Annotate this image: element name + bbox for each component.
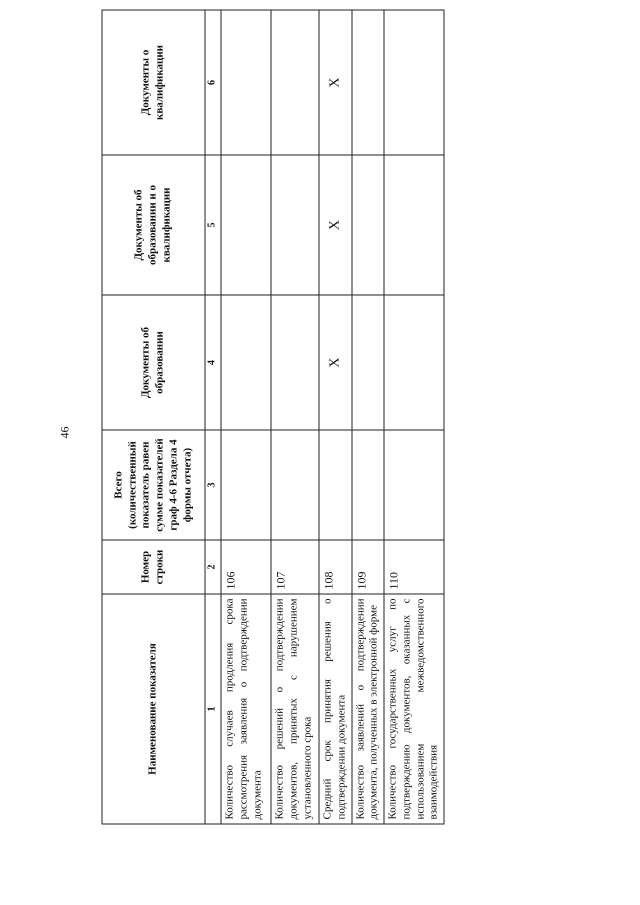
statistics-table-rotated [102,11,440,825]
cell-education: X [319,295,352,430]
cell-total [221,430,271,540]
statistics-table [102,10,445,825]
column-number: 6 [205,10,221,155]
header-indicator-name: Наименование показателя [102,594,205,824]
column-number-row [205,10,221,824]
cell-education [271,295,319,430]
header-row [102,10,205,824]
row-code: 107 [271,540,319,594]
cell-qualification [271,10,319,155]
cell-qualification [352,10,385,155]
cell-qualification: X [319,10,352,155]
column-number: 3 [205,430,221,540]
table-row [221,10,271,824]
cell-qualification [221,10,271,155]
indicator-name: Количество решений о подтверждении документов, принятых с нарушением установленного срока [271,594,319,824]
table-row [384,10,444,824]
cell-total [384,430,444,540]
column-number: 5 [205,155,221,295]
cell-education-qualification [271,155,319,295]
cell-education [221,295,271,430]
cell-education-qualification [221,155,271,295]
table-row [319,10,352,824]
row-code: 106 [221,540,271,594]
cell-education [384,295,444,430]
cell-education-qualification [352,155,385,295]
column-number: 4 [205,295,221,430]
indicator-name: Количество государственных услуг по подтверждению документов, оказанных с использованием межведомственного взаимодействия [384,594,444,824]
header-total: Всего (количественный показатель равен сумме показателей граф 4-6 Раздела 4 формы отчета) [102,430,205,540]
header-education-qualification-docs: Документы об образовании и о квалификации [102,155,205,295]
row-code: 110 [384,540,444,594]
cell-total [319,430,352,540]
cell-education [352,295,385,430]
page-number: 46 [57,426,72,439]
row-code: 109 [352,540,385,594]
indicator-name: Количество случаев продления срока рассмотрения заявления о подтверждении документа [221,594,271,824]
cell-total [271,430,319,540]
cell-education-qualification: X [319,155,352,295]
table-row [352,10,385,824]
column-number: 1 [205,594,221,824]
cell-total [352,430,385,540]
indicator-name: Количество заявлений о подтверждении документа, полученных в электронной форме [352,594,385,824]
cell-qualification [384,10,444,155]
cell-education-qualification [384,155,444,295]
header-education-docs: Документы об образовании [102,295,205,430]
row-code: 108 [319,540,352,594]
column-number: 2 [205,540,221,594]
header-qualification-docs: Документы о квалификации [102,10,205,155]
indicator-name: Средний срок принятия решения о подтверждении документа [319,594,352,824]
header-row-number: Номер строки [102,540,205,594]
table-row [271,10,319,824]
